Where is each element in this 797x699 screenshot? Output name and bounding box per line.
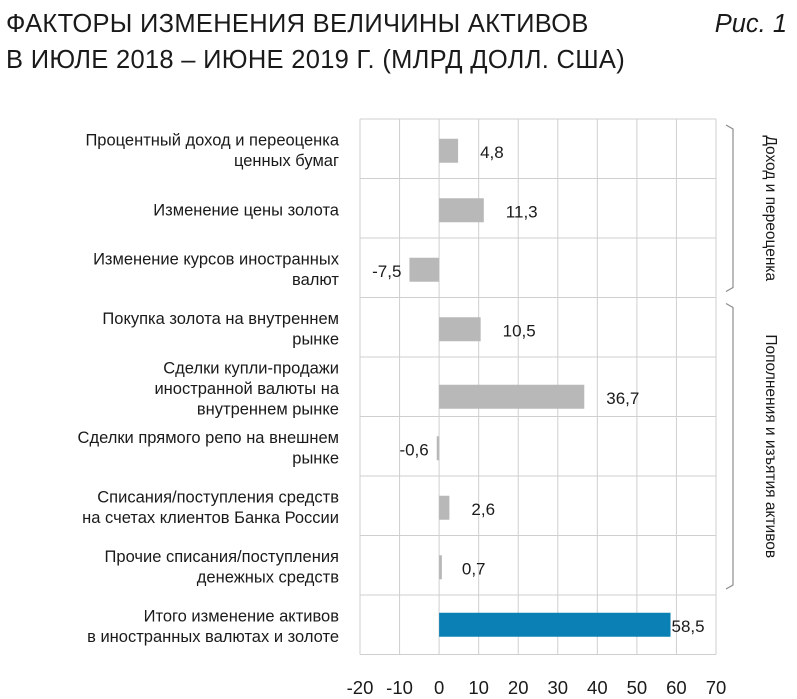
category-label-6-0: Списания/поступления средств [97, 488, 339, 507]
bar-7 [439, 555, 442, 579]
value-label-5: -0,6 [399, 440, 429, 460]
category-label-4-0: Сделки купли-продажи [163, 359, 339, 378]
bar-1 [439, 198, 484, 222]
category-label-7-1: денежных средств [196, 568, 339, 587]
value-label-0: 4,8 [480, 142, 504, 162]
category-label-4-2: внутреннем рынке [196, 400, 339, 419]
category-label-5-0: Сделки прямого репо на внешнем [77, 429, 339, 447]
category-label-2-0: Изменение курсов иностранных [93, 250, 339, 269]
category-label-3-1: рынке [292, 330, 339, 349]
category-label-6-1: на счетах клиентов Банка России [82, 509, 339, 527]
category-label-2-1: валют [292, 271, 339, 289]
category-label-7-0: Прочие списания/поступления [104, 548, 339, 566]
x-tick-label-0: -20 [346, 677, 374, 698]
chart-title-line-2: В ИЮЛЕ 2018 – ИЮНЕ 2019 Г. (МЛРД ДОЛЛ. США) [6, 46, 625, 74]
x-tick-label-7: 50 [626, 677, 648, 698]
x-tick-label-3: 10 [468, 677, 489, 698]
category-label-5-1: рынке [292, 449, 339, 468]
x-tick-label-6: 40 [587, 677, 608, 698]
value-label-4: 36,7 [606, 388, 640, 408]
bar-3 [439, 317, 481, 341]
group-bracket-0 [726, 125, 733, 292]
value-label-6: 2,6 [471, 499, 496, 519]
chart-title-line-1: ФАКТОРЫ ИЗМЕНЕНИЯ ВЕЛИЧИНЫ АКТИВОВ [6, 10, 589, 38]
group-label-1: Пополнения и изъятия активов [762, 334, 779, 559]
x-tick-label-2: 0 [433, 677, 445, 698]
x-tick-label-4: 20 [507, 677, 529, 698]
category-label-8-1: в иностранных валютах и золоте [87, 628, 339, 646]
bar-6 [439, 496, 449, 520]
bar-0 [439, 139, 458, 163]
bar-5 [437, 436, 439, 460]
x-tick-label-1: -10 [386, 677, 413, 698]
category-label-1-0: Изменение цены золота [153, 201, 339, 220]
bar-8 [439, 613, 670, 637]
category-label-4-1: иностранной валюты на [154, 379, 339, 398]
value-label-7: 0,7 [461, 559, 486, 579]
category-label-3-0: Покупка золота на внутреннем [102, 310, 339, 328]
value-label-1: 11,3 [505, 202, 538, 222]
x-tick-label-8: 60 [666, 677, 687, 698]
category-label-0-0: Процентный доход и переоценка [85, 131, 339, 150]
value-label-8: 58,5 [671, 616, 705, 636]
value-label-3: 10,5 [502, 321, 536, 341]
x-tick-label-5: 30 [547, 677, 569, 698]
bar-2 [409, 258, 439, 282]
figure-label: Рис. 1 [714, 10, 787, 38]
category-label-8-0: Итого изменение активов [143, 607, 339, 626]
x-tick-label-9: 70 [705, 677, 727, 698]
group-label-0: Доход и переоценка [762, 135, 779, 282]
value-label-2: -7,5 [372, 261, 402, 281]
group-bracket-1 [726, 304, 733, 590]
category-label-0-1: ценных бумаг [233, 152, 339, 170]
bar-4 [439, 385, 584, 409]
